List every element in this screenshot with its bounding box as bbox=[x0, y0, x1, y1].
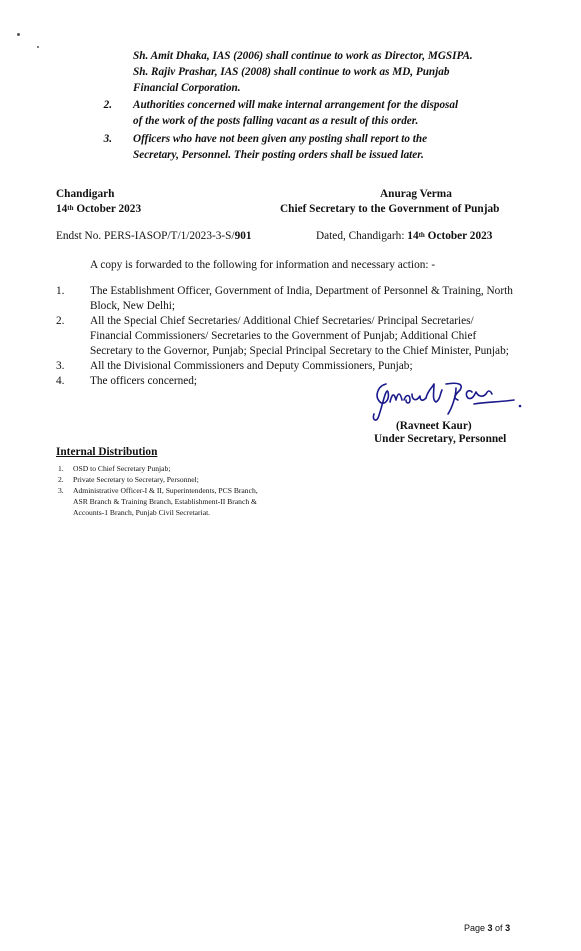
endst-dated-label: Dated, Chandigarh: bbox=[316, 230, 408, 242]
recipient-line: All the Special Chief Secretaries/ Additional Chief Secretaries/ Principal Secretaries/ bbox=[90, 315, 474, 327]
signatory-designation: Under Secretary, Personnel bbox=[374, 433, 507, 445]
recipient-number: 3. bbox=[56, 360, 65, 372]
endst-number: 901 bbox=[234, 230, 252, 242]
internal-number: 3. bbox=[58, 486, 64, 495]
recipient-number: 4. bbox=[56, 375, 65, 387]
page-number-footer bbox=[464, 923, 510, 933]
recipient-line: The officers concerned; bbox=[90, 375, 198, 387]
endst-dated bbox=[316, 229, 492, 245]
signoff-date-rest: October 2023 bbox=[73, 203, 142, 215]
page-num: 3 bbox=[487, 923, 493, 933]
page-total: 3 bbox=[505, 923, 511, 933]
point-number: 2. bbox=[103, 99, 112, 111]
internal-line: Administrative Officer-I & II, Superintendents, PCS Branch, bbox=[73, 486, 258, 495]
recipient-line: All the Divisional Commissioners and Deputy Commissioners, Punjab; bbox=[90, 360, 413, 372]
signoff-date-sup: th bbox=[67, 204, 74, 212]
signoff-place: Chandigarh bbox=[56, 188, 115, 200]
signatory-name: (Ravneet Kaur) bbox=[396, 420, 472, 432]
continuation-line: Financial Corporation. bbox=[133, 82, 241, 94]
point-line: Authorities concerned will make internal arrangement for the disposal bbox=[133, 99, 459, 111]
continuation-line: Sh. Amit Dhaka, IAS (2006) shall continue to work as Director, MGSIPA. bbox=[133, 50, 473, 62]
of-label: of bbox=[492, 923, 506, 933]
point-line: Secretary, Personnel. Their posting orders shall be issued later. bbox=[133, 149, 424, 161]
signoff-date-day: 14 bbox=[56, 203, 68, 215]
signoff-name: Anurag Verma bbox=[380, 188, 452, 200]
copy-intro: A copy is forwarded to the following for information and necessary action: - bbox=[90, 259, 436, 271]
recipient-number: 2. bbox=[56, 315, 65, 327]
internal-line: OSD to Chief Secretary Punjab; bbox=[73, 464, 171, 473]
endst-label: Endst No. PERS-IASOP/T/1/2023-3-S/ bbox=[56, 230, 235, 242]
handwritten-signature bbox=[368, 378, 538, 424]
endst-dated-rest: October 2023 bbox=[424, 230, 493, 242]
scan-speck bbox=[37, 46, 39, 48]
signoff-date bbox=[56, 202, 141, 218]
internal-line: Accounts-1 Branch, Punjab Civil Secretariat. bbox=[73, 508, 211, 517]
recipient-line: Block, New Delhi; bbox=[90, 300, 176, 312]
internal-line: ASR Branch & Training Branch, Establishment-II Branch & bbox=[73, 497, 257, 506]
internal-heading: Internal Distribution bbox=[56, 446, 158, 458]
scan-speck bbox=[17, 33, 20, 36]
endst-dated-day: 14 bbox=[407, 230, 419, 242]
internal-line: Private Secretary to Secretary, Personnel; bbox=[73, 475, 199, 484]
point-line: Officers who have not been given any posting shall report to the bbox=[133, 133, 428, 145]
continuation-line: Sh. Rajiv Prashar, IAS (2008) shall continue to work as MD, Punjab bbox=[133, 66, 450, 78]
recipient-line: Financial Commissioners/ Secretaries to the Government of Punjab; Additional Chief bbox=[90, 330, 477, 342]
endst-dated-sup: th bbox=[418, 231, 425, 239]
page-label: Page bbox=[464, 923, 488, 933]
internal-number: 1. bbox=[58, 464, 64, 473]
point-line: of the work of the posts falling vacant as a result of this order. bbox=[133, 115, 419, 127]
signoff-designation: Chief Secretary to the Government of Punjab bbox=[280, 203, 500, 215]
recipient-line: Secretary to the Governor, Punjab; Special Principal Secretary to the Chief Minister, Punjab; bbox=[90, 345, 509, 357]
recipient-number: 1. bbox=[56, 285, 65, 297]
internal-number: 2. bbox=[58, 475, 64, 484]
point-number: 3. bbox=[103, 133, 112, 145]
endst-line bbox=[56, 229, 252, 245]
recipient-line: The Establishment Officer, Government of India, Department of Personnel & Training, North bbox=[90, 285, 513, 297]
